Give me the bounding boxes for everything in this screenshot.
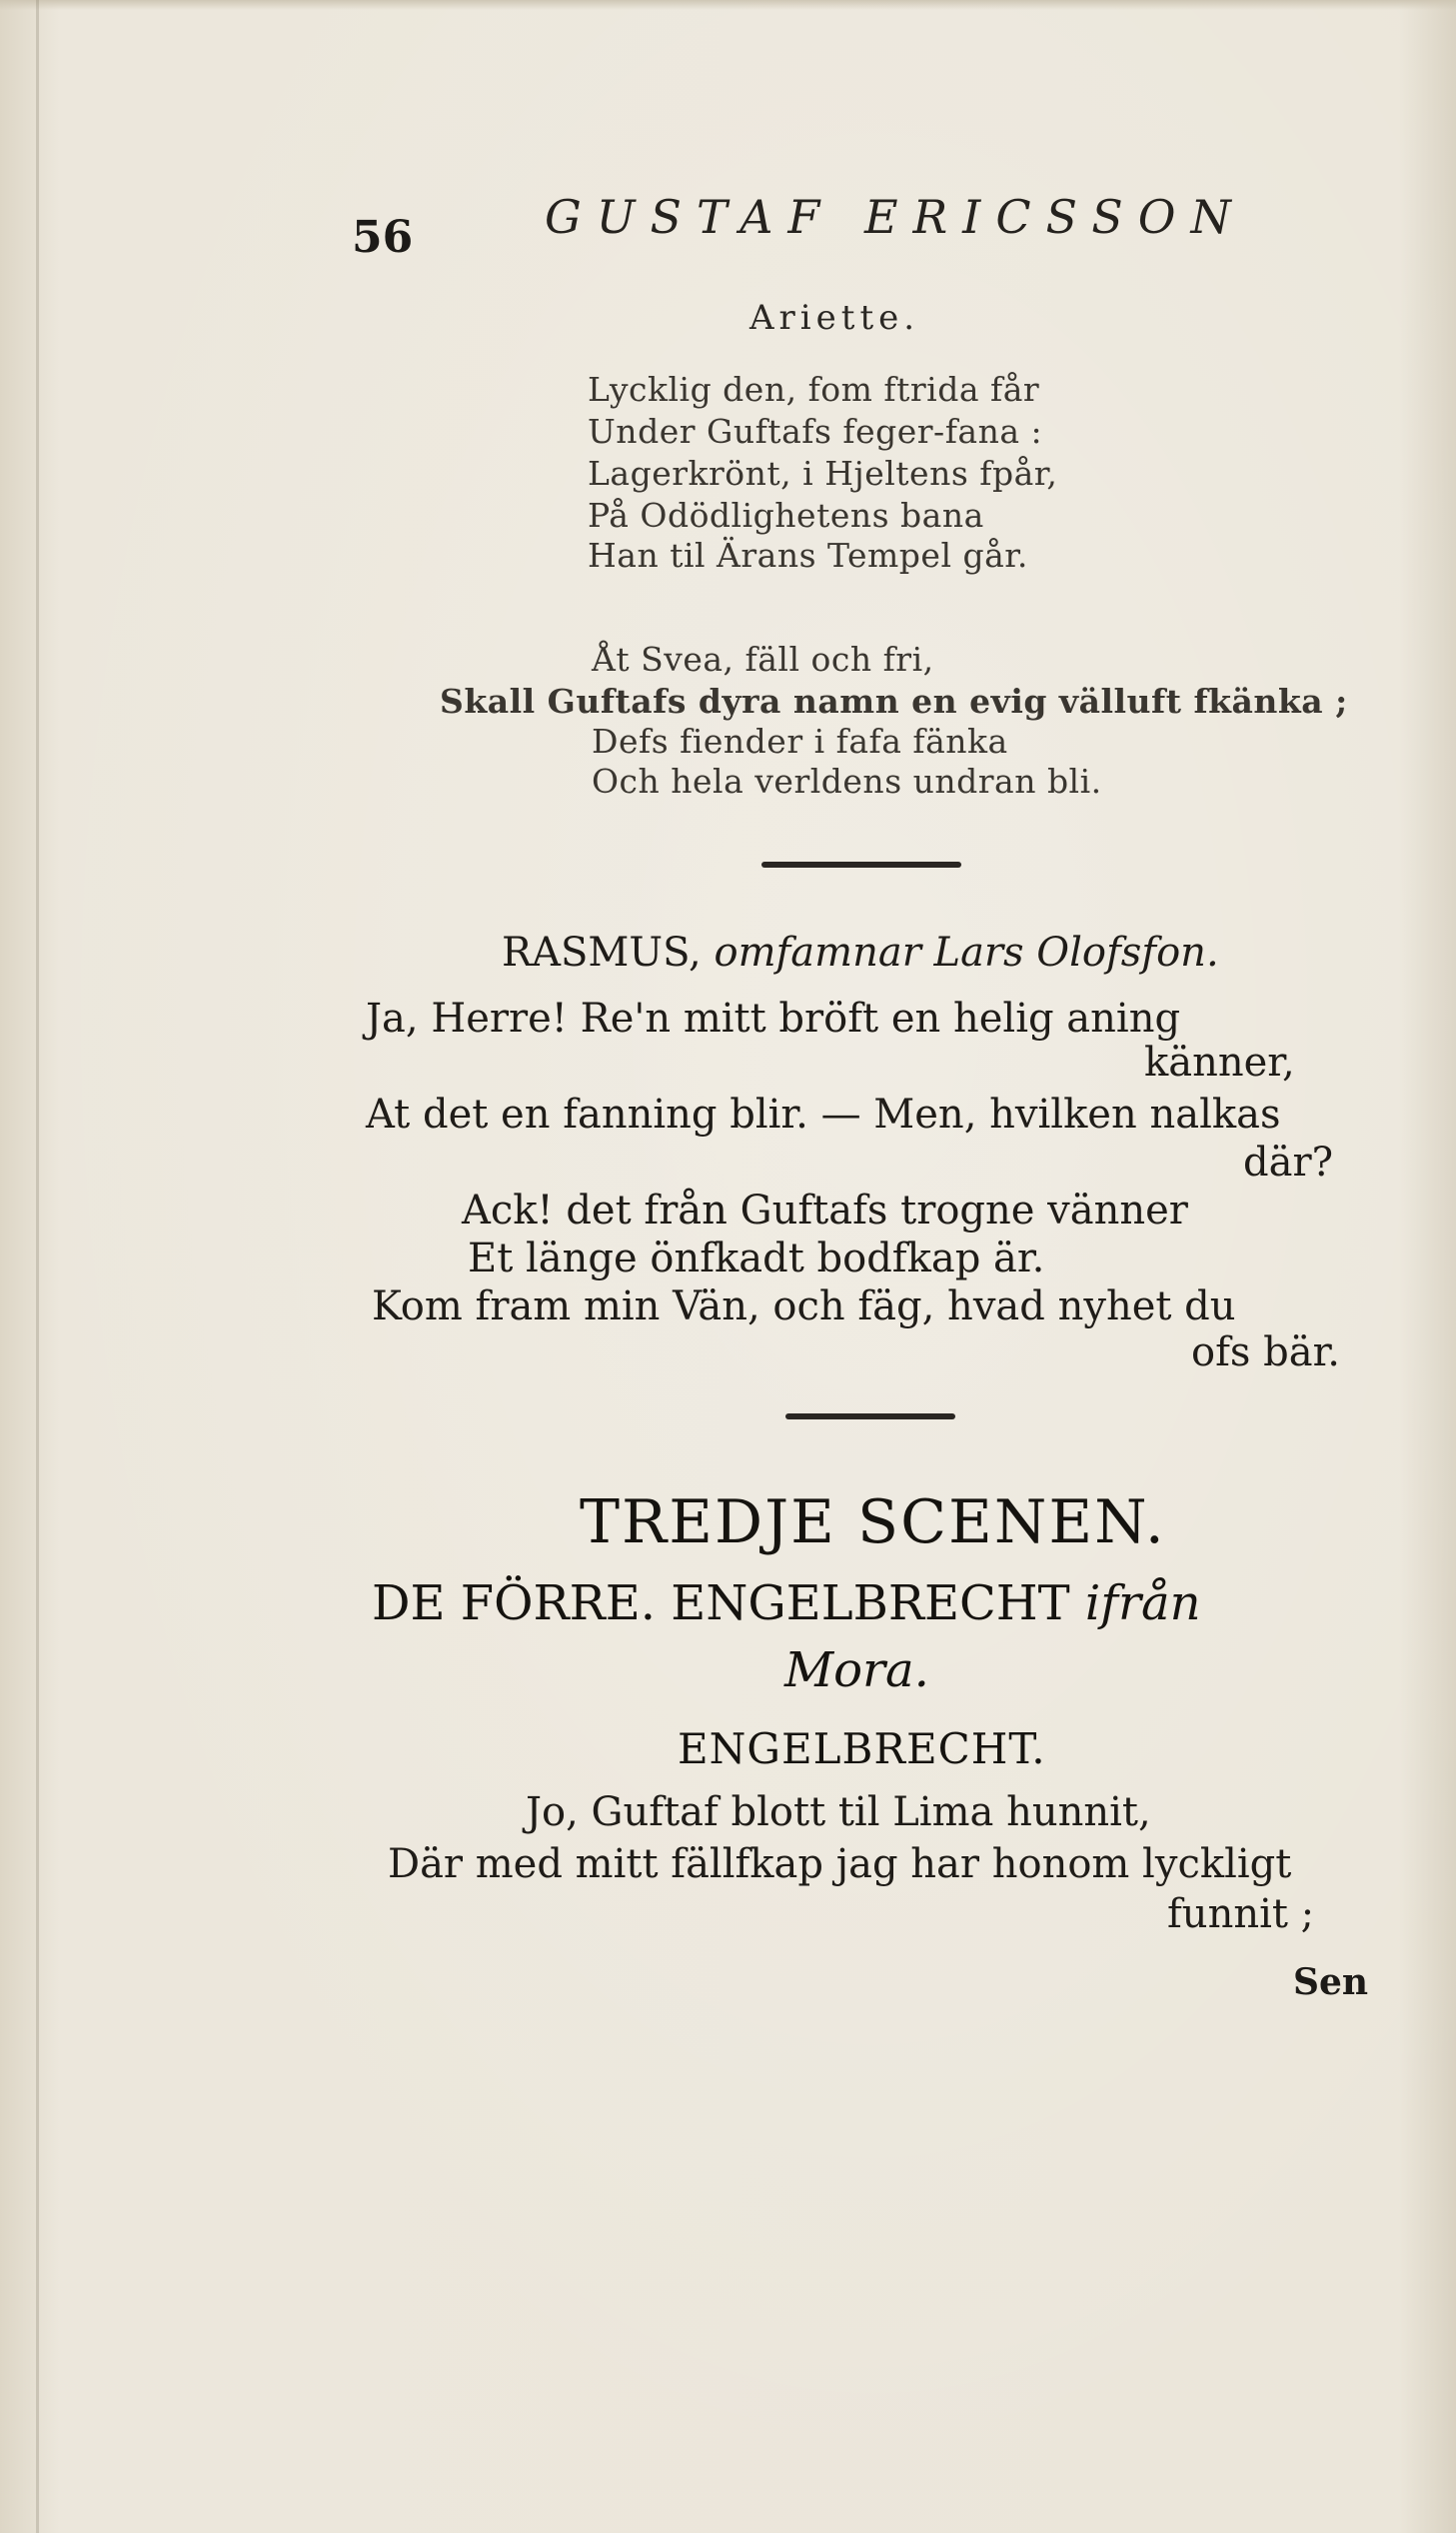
section-rule xyxy=(761,862,961,868)
verse-line: Ja, Herre! Re'n mitt bröft en helig aning xyxy=(366,996,1181,1042)
verse-line: Kom fram min Vän, och fäg, hvad nyhet du xyxy=(372,1283,1236,1329)
scene-cast-continued xyxy=(784,1642,929,1698)
poem-line: Lagerkrönt, i Hjeltens fpår, xyxy=(588,454,1058,493)
verse-line: funnit ; xyxy=(1167,1891,1315,1937)
scene-cast xyxy=(372,1575,1200,1631)
poem-line: Under Guftafs feger-fana : xyxy=(588,412,1043,451)
verse-line: At det en fanning blir. — Men, hvilken nalkas xyxy=(366,1092,1281,1138)
catchword: Sen xyxy=(1293,1961,1369,2003)
poem-line: Åt Svea, fäll och fri, xyxy=(592,640,934,679)
poem-line: Lycklig den, fom ftrida får xyxy=(588,370,1040,409)
verse-line: Där med mitt fällfkap jag har honom lyckligt xyxy=(388,1841,1292,1887)
verse-line: ofs bär. xyxy=(1191,1329,1341,1375)
speaker-name: RASMUS, xyxy=(502,930,702,976)
verse-line: där? xyxy=(1243,1140,1334,1186)
poem-line: Och hela verldens undran bli. xyxy=(592,762,1102,801)
page-gutter-line xyxy=(36,0,39,2533)
verse-line: Et länge önfkadt bodfkap är. xyxy=(468,1236,1045,1281)
ariette-title: Ariette. xyxy=(749,298,920,338)
poem-line: Han til Ärans Tempel går. xyxy=(588,536,1028,575)
poem-line: På Odödlighetens bana xyxy=(588,496,984,535)
stage-direction: omfamnar Lars Olofsfon. xyxy=(714,930,1219,976)
running-title: GUSTAF ERICSSON xyxy=(545,190,1246,244)
cast-origin: ifrån xyxy=(1084,1575,1201,1631)
scene-title: TREDJE SCENEN. xyxy=(580,1487,1166,1557)
speaker-engelbrecht: ENGELBRECHT. xyxy=(678,1724,1046,1773)
verse-line: Ack! det från Guftafs trogne vänner xyxy=(462,1188,1188,1234)
section-rule xyxy=(785,1413,955,1419)
page-top-shadow xyxy=(0,0,1456,10)
cast-names: DE FÖRRE. ENGELBRECHT xyxy=(372,1575,1070,1631)
speaker-rasmus xyxy=(502,930,1219,976)
page-number: 56 xyxy=(352,212,414,263)
verse-line: Jo, Guftaf blott til Lima hunnit, xyxy=(526,1789,1151,1835)
cast-origin-place: Mora. xyxy=(784,1642,929,1698)
poem-line: Defs fiender i fafa fänka xyxy=(592,722,1008,761)
poem-line: Skall Guftafs dyra namn en evig välluft fkänka ; xyxy=(440,682,1348,721)
verse-line: känner, xyxy=(1144,1040,1295,1086)
